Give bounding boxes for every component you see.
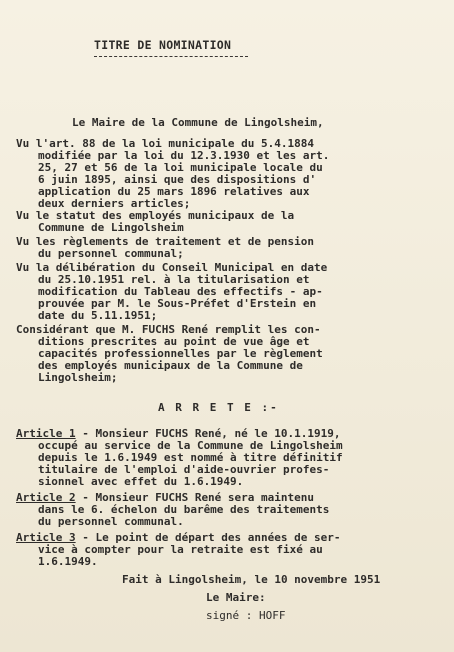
article-2-line: du personnel communal. — [38, 515, 184, 528]
signature-line: signé : HOFF — [206, 609, 286, 622]
body-line: prouvée par M. le Sous-Préfet d'Erstein en — [38, 297, 317, 310]
title-underline — [94, 56, 248, 57]
body-line: ditions prescrites au point de vue âge et — [38, 335, 310, 348]
body-line: modifiée par la loi du 12.3.1930 et les art. — [38, 149, 330, 162]
body-line: Vu la délibération du Conseil Municipal en date — [16, 261, 328, 274]
body-line: deux derniers articles; — [38, 197, 191, 210]
body-line: date du 5.11.1951; — [38, 309, 158, 322]
body-line: Considérant que M. FUCHS René remplit les con- — [16, 323, 321, 336]
article-2-text: - Monsieur FUCHS René sera maintenu — [75, 491, 315, 504]
body-line: du personnel communal; — [38, 247, 184, 260]
body-line: du 25.10.1951 rel. à la titularisation et — [38, 273, 310, 286]
body-line: 25, 27 et 56 de la loi municipale locale du — [38, 161, 323, 174]
article-3-label: Article 3 — [16, 531, 76, 544]
article-1-line: titulaire de l'emploi d'aide-ouvrier profes- — [38, 463, 330, 476]
body-line: Vu le statut des employés municipaux de la — [16, 209, 295, 222]
body-line: Vu les règlements de traitement et de pension — [16, 235, 315, 248]
article-1-line: occupé au service de la Commune de Lingolsheim — [38, 439, 343, 452]
body-line: des employés municipaux de la Commune de — [38, 359, 303, 372]
body-line: Commune de Lingolsheim — [38, 221, 184, 234]
place-date: Fait à Lingolsheim, le 10 novembre 1951 — [122, 573, 381, 586]
body-line: modification du Tableau des effectifs - ap- — [38, 285, 323, 298]
article-2-label: Article 2 — [16, 491, 76, 504]
article-1-label: Article 1 — [16, 427, 76, 440]
article-3-text: - Le point de départ des années de ser- — [75, 531, 341, 544]
article-2-line: dans le 6. échelon du barême des traitements — [38, 503, 330, 516]
article-3-line: vice à compter pour la retraite est fixé au — [38, 543, 323, 556]
mayor-heading: Le Maire de la Commune de Lingolsheim, — [72, 116, 324, 129]
document-title: TITRE DE NOMINATION — [94, 38, 232, 52]
signature-title: Le Maire: — [206, 591, 266, 604]
body-line: capacités professionnelles par le règlement — [38, 347, 323, 360]
article-1-line: depuis le 1.6.1949 est nommé à titre définitif — [38, 451, 343, 464]
article-1-line: sionnel avec effet du 1.6.1949. — [38, 475, 244, 488]
article-3-line: 1.6.1949. — [38, 555, 98, 568]
article-1-text: - Monsieur FUCHS René, né le 10.1.1919, — [75, 427, 341, 440]
body-line: application du 25 mars 1896 relatives aux — [38, 185, 310, 198]
body-line: Vu l'art. 88 de la loi municipale du 5.4.1884 — [16, 137, 315, 150]
body-line: Lingolsheim; — [38, 371, 118, 384]
arrete-heading: A R R E T E :- — [158, 401, 279, 414]
body-line: 6 juin 1895, ainsi que des dispositions d' — [38, 173, 317, 186]
